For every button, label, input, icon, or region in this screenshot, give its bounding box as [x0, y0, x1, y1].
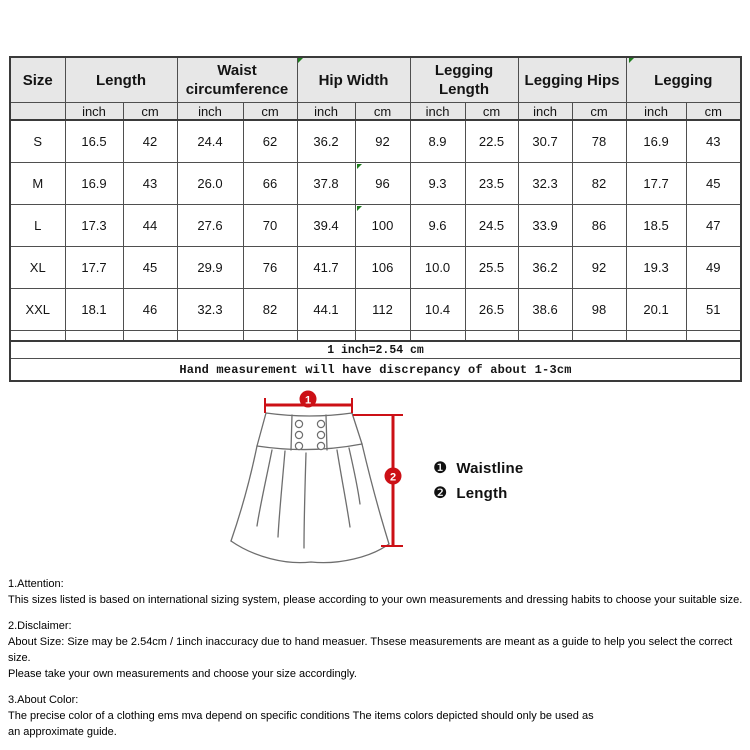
button-icon: [295, 442, 302, 449]
unit-header-empty: [10, 103, 65, 121]
value-cell: 38.6: [518, 289, 572, 331]
waistband-seam: [257, 444, 362, 450]
spacer-row: [10, 331, 741, 342]
note-cell: Hand measurement will have discrepancy of about 1-3cm: [10, 359, 741, 382]
waist-top-edge: [266, 413, 352, 416]
unit-header: inch: [410, 103, 465, 121]
value-cell: 32.3: [518, 163, 572, 205]
value-cell: 9.3: [410, 163, 465, 205]
skirt-left-edge: [231, 446, 257, 541]
cell-flag-icon: [298, 58, 303, 63]
value-cell: 17.7: [626, 163, 686, 205]
section-text: an approximate guide.: [8, 726, 117, 738]
value-cell: 16.9: [65, 163, 123, 205]
skirt-hem: [231, 541, 389, 563]
section-text: The precise color of a clothing ems mva depend on specific conditions The items colors depicted should only be used as: [8, 710, 594, 722]
value-cell: 10.0: [410, 247, 465, 289]
measurement-legend: [433, 456, 523, 506]
column-header: Legging: [626, 57, 741, 103]
placket-right-line: [326, 415, 327, 450]
legend-label: Waistline: [456, 460, 524, 477]
value-cell: 23.5: [465, 163, 518, 205]
size-table-body: [10, 120, 741, 381]
spacer-cell: [297, 331, 355, 342]
spacer-cell: [410, 331, 465, 342]
column-header: Waist circumference: [177, 57, 297, 103]
unit-header: inch: [177, 103, 243, 121]
button-icon: [295, 431, 302, 438]
cell-flag-icon: [629, 58, 634, 63]
value-cell: 44: [123, 205, 177, 247]
spacer-cell: [626, 331, 686, 342]
table-row: [10, 163, 741, 205]
cell-flag-icon: [357, 206, 362, 211]
note-row: [10, 341, 741, 359]
value-cell: 82: [572, 163, 626, 205]
column-header: Legging Length: [410, 57, 518, 103]
skirt-sketch: [215, 385, 425, 575]
value-cell: 51: [686, 289, 741, 331]
size-cell: L: [10, 205, 65, 247]
section-disclaimer: [8, 618, 746, 682]
value-cell: 112: [355, 289, 410, 331]
value-cell: 19.3: [626, 247, 686, 289]
size-table-head: [10, 57, 741, 120]
value-cell: 16.5: [65, 120, 123, 163]
value-cell: 92: [355, 120, 410, 163]
section-heading: 2.Disclaimer:: [8, 620, 72, 632]
value-cell: 26.5: [465, 289, 518, 331]
length-marker-number: 2: [389, 471, 397, 484]
value-cell: 106: [355, 247, 410, 289]
size-table: [9, 56, 742, 382]
value-cell: 96: [355, 163, 410, 205]
section-text: About Size: Size may be 2.54cm / 1inch inaccuracy due to hand measuer. Thsese measurements are meant as a guide to help you select the correct size.: [8, 636, 733, 664]
value-cell: 76: [243, 247, 297, 289]
value-cell: 45: [123, 247, 177, 289]
skirt-outline: [231, 413, 389, 563]
note-cell: 1 inch=2.54 cm: [10, 341, 741, 359]
value-cell: 82: [243, 289, 297, 331]
spacer-cell: [355, 331, 410, 342]
circled-2-icon: ❷: [433, 484, 448, 502]
waistband-right-edge: [352, 413, 362, 444]
value-cell: 62: [243, 120, 297, 163]
unit-header: inch: [626, 103, 686, 121]
pleat-line: [278, 451, 285, 537]
legend-item-waistline: [433, 456, 523, 481]
table-row: [10, 120, 741, 163]
value-cell: 78: [572, 120, 626, 163]
spacer-cell: [10, 331, 65, 342]
unit-header: cm: [686, 103, 741, 121]
value-cell: 25.5: [465, 247, 518, 289]
unit-header: inch: [65, 103, 123, 121]
pleat-line: [257, 450, 272, 526]
size-cell: XL: [10, 247, 65, 289]
table-row: [10, 247, 741, 289]
value-cell: 39.4: [297, 205, 355, 247]
value-cell: 92: [572, 247, 626, 289]
skirt-right-edge: [362, 444, 389, 544]
value-cell: 36.2: [518, 247, 572, 289]
value-cell: 37.8: [297, 163, 355, 205]
value-cell: 30.7: [518, 120, 572, 163]
spacer-cell: [518, 331, 572, 342]
button-icon: [317, 442, 324, 449]
button-icon: [295, 420, 302, 427]
size-column-header: Size: [10, 57, 65, 103]
value-cell: 18.5: [626, 205, 686, 247]
value-cell: 98: [572, 289, 626, 331]
spacer-cell: [686, 331, 741, 342]
legend-label: Length: [456, 485, 508, 502]
value-cell: 20.1: [626, 289, 686, 331]
unit-header: cm: [355, 103, 410, 121]
size-cell: M: [10, 163, 65, 205]
value-cell: 86: [572, 205, 626, 247]
table-row: [10, 289, 741, 331]
circled-1-icon: ❶: [433, 459, 448, 477]
value-cell: 24.4: [177, 120, 243, 163]
placket-buttons: [295, 420, 324, 449]
waistband-left-edge: [257, 413, 266, 446]
size-cell: S: [10, 120, 65, 163]
spacer-cell: [177, 331, 243, 342]
value-cell: 29.9: [177, 247, 243, 289]
value-cell: 49: [686, 247, 741, 289]
value-cell: 10.4: [410, 289, 465, 331]
unit-header: cm: [243, 103, 297, 121]
notes-sections: [8, 576, 746, 750]
value-cell: 32.3: [177, 289, 243, 331]
placket-left-line: [291, 415, 292, 450]
unit-header: cm: [123, 103, 177, 121]
value-cell: 43: [686, 120, 741, 163]
pleat-line: [304, 453, 306, 548]
value-cell: 22.5: [465, 120, 518, 163]
value-cell: 27.6: [177, 205, 243, 247]
value-cell: 100: [355, 205, 410, 247]
value-cell: 17.3: [65, 205, 123, 247]
table-row: [10, 205, 741, 247]
note-row: [10, 359, 741, 382]
value-cell: 9.6: [410, 205, 465, 247]
pleat-line: [337, 450, 350, 527]
value-cell: 26.0: [177, 163, 243, 205]
unit-header: inch: [297, 103, 355, 121]
value-cell: 42: [123, 120, 177, 163]
value-cell: 44.1: [297, 289, 355, 331]
column-header: Hip Width: [297, 57, 410, 103]
value-cell: 16.9: [626, 120, 686, 163]
spacer-cell: [572, 331, 626, 342]
value-cell: 45: [686, 163, 741, 205]
button-icon: [317, 431, 324, 438]
value-cell: 66: [243, 163, 297, 205]
size-cell: XXL: [10, 289, 65, 331]
spacer-cell: [465, 331, 518, 342]
value-cell: 24.5: [465, 205, 518, 247]
section-heading: 3.About Color:: [8, 694, 79, 706]
value-cell: 36.2: [297, 120, 355, 163]
spacer-cell: [65, 331, 123, 342]
section-text: This sizes listed is based on international sizing system, please according to your own measurements and dressing habits to choose your suitable size.: [8, 594, 743, 606]
waistline-marker-number: 1: [304, 394, 312, 407]
section-attention: [8, 576, 746, 608]
button-icon: [317, 420, 324, 427]
pleat-line: [349, 448, 360, 504]
unit-header: cm: [465, 103, 518, 121]
value-cell: 33.9: [518, 205, 572, 247]
spacer-cell: [123, 331, 177, 342]
value-cell: 43: [123, 163, 177, 205]
unit-header: cm: [572, 103, 626, 121]
value-cell: 41.7: [297, 247, 355, 289]
column-header: Legging Hips: [518, 57, 626, 103]
value-cell: 18.1: [65, 289, 123, 331]
value-cell: 46: [123, 289, 177, 331]
section-about-color: [8, 692, 746, 740]
value-cell: 8.9: [410, 120, 465, 163]
value-cell: 70: [243, 205, 297, 247]
value-cell: 17.7: [65, 247, 123, 289]
spacer-cell: [243, 331, 297, 342]
value-cell: 47: [686, 205, 741, 247]
column-header: Length: [65, 57, 177, 103]
section-heading: 1.Attention:: [8, 578, 64, 590]
section-text: Please take your own measurements and choose your size accordingly.: [8, 668, 357, 680]
unit-header: inch: [518, 103, 572, 121]
legend-item-length: [433, 481, 523, 506]
cell-flag-icon: [357, 164, 362, 169]
